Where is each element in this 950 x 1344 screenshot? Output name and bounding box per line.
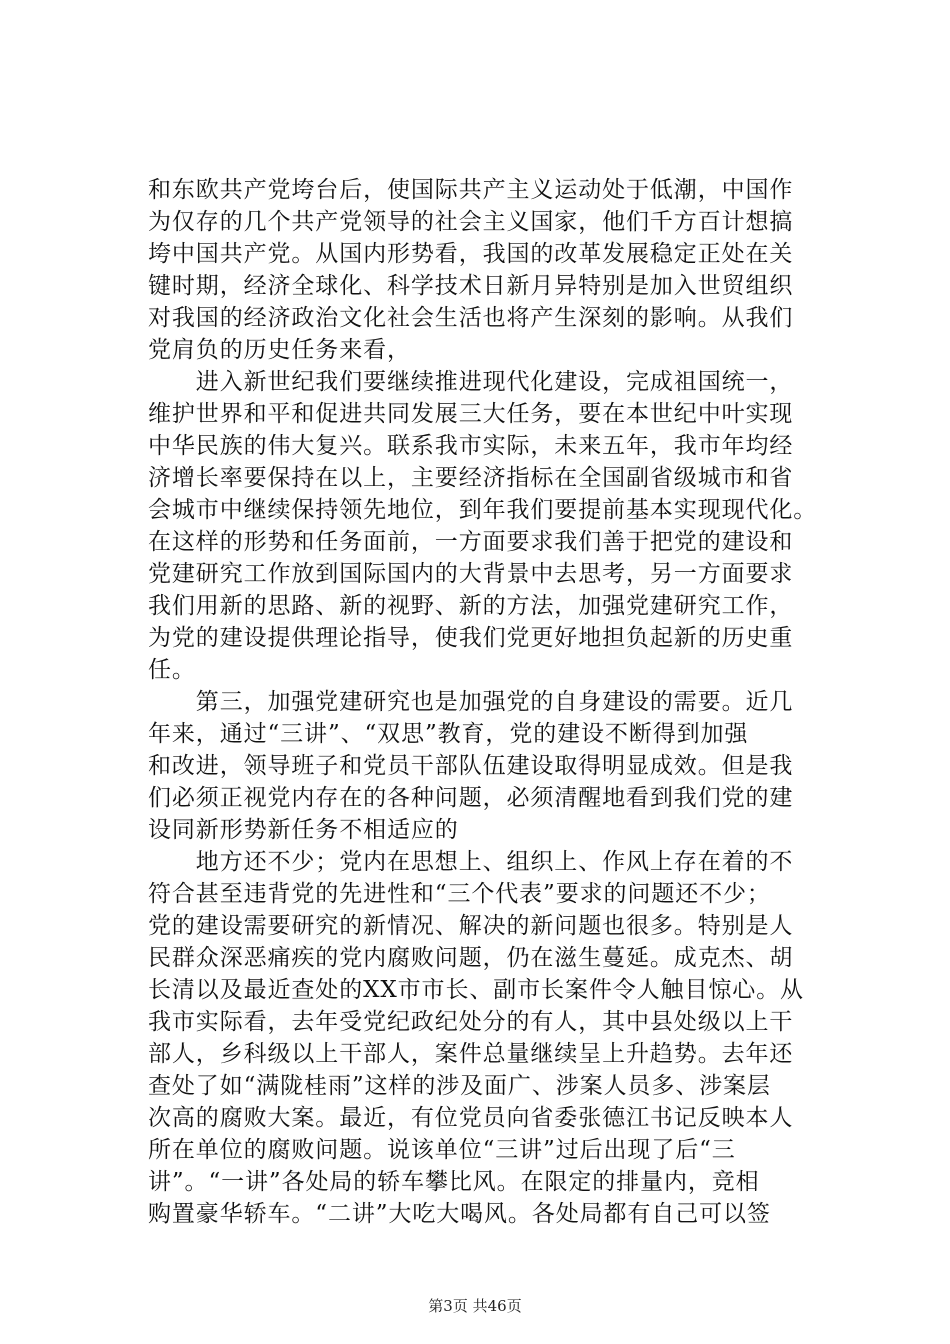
text-line: 为党的建设提供理论指导，使我们党更好地担负起新的历史重 [148, 625, 794, 651]
text-line: 次高的腐败大案。最近，有位党员向省委张德江书记反映本人 [148, 1105, 794, 1131]
text-line: 购置豪华轿车。“二讲”大吃大喝风。各处局都有自己可以签 [148, 1201, 771, 1227]
text-line: 党肩负的历史任务来看， [148, 337, 411, 363]
text-line: 符合甚至违背党的先进性和“三个代表”要求的问题还不少； [148, 881, 771, 907]
text-line: 在这样的形势和任务面前，一方面要求我们善于把党的建设和 [148, 529, 794, 555]
text-line: 我市实际看，去年受党纪政纪处分的有人，其中县处级以上干 [148, 1009, 794, 1035]
text-line: 地方还不少；党内在思想上、组织上、作风上存在着的不 [148, 849, 794, 875]
text-line: 任。 [148, 657, 196, 683]
text-line: 我们用新的思路、新的视野、新的方法，加强党建研究工作， [148, 593, 794, 619]
text-line: 会城市中继续保持领先地位，到年我们要提前基本实现现代化。 [148, 497, 818, 523]
text-line: 为仅存的几个共产党领导的社会主义国家，他们千方百计想搞 [148, 209, 794, 235]
text-line: 第三，加强党建研究也是加强党的自身建设的需要。近几 [148, 689, 794, 715]
text-line: 党的建设需要研究的新情况、解决的新问题也很多。特别是人 [148, 913, 794, 939]
body-text [148, 174, 818, 1230]
text-line: 们必须正视党内存在的各种问题，必须清醒地看到我们党的建 [148, 785, 794, 811]
text-line: 设同新形势新任务不相适应的 [148, 817, 459, 843]
text-line: 所在单位的腐败问题。说该单位“三讲”过后出现了后“三 [148, 1137, 736, 1163]
text-line: 对我国的经济政治文化社会生活也将产生深刻的影响。从我们 [148, 305, 794, 331]
text-line: 查处了如“满陇桂雨”这样的涉及面广、涉案人员多、涉案层 [148, 1073, 771, 1099]
text-line: 维护世界和平和促进共同发展三大任务，要在本世纪中叶实现 [148, 401, 794, 427]
text-line: 讲”。“一讲”各处局的轿车攀比风。在限定的排量内，竞相 [148, 1169, 760, 1195]
text-line: 长清以及最近查处的XX市市长、副市长案件令人触目惊心。从 [148, 977, 804, 1003]
text-line: 垮中国共产党。从国内形势看，我国的改革发展稳定正处在关 [148, 241, 794, 267]
text-line: 党建研究工作放到国际国内的大背景中去思考，另一方面要求 [148, 561, 794, 587]
text-line: 民群众深恶痛疾的党内腐败问题，仍在滋生蔓延。成克杰、胡 [148, 945, 794, 971]
text-line: 中华民族的伟大复兴。联系我市实际，未来五年，我市年均经 [148, 433, 794, 459]
page-footer: 第3页 共46页 [428, 1297, 522, 1315]
text-line: 和东欧共产党垮台后，使国际共产主义运动处于低潮，中国作 [148, 177, 794, 203]
text-line: 进入新世纪我们要继续推进现代化建设，完成祖国统一， [148, 369, 794, 395]
text-line: 和改进，领导班子和党员干部队伍建设取得明显成效。但是我 [148, 753, 794, 779]
text-line: 键时期，经济全球化、科学技术日新月异特别是加入世贸组织 [148, 273, 794, 299]
text-line: 年来，通过“三讲”、“双思”教育，党的建设不断得到加强 [148, 721, 749, 747]
text-line: 部人，乡科级以上干部人，案件总量继续呈上升趋势。去年还 [148, 1041, 794, 1067]
text-line: 济增长率要保持在以上，主要经济指标在全国副省级城市和省 [148, 465, 794, 491]
